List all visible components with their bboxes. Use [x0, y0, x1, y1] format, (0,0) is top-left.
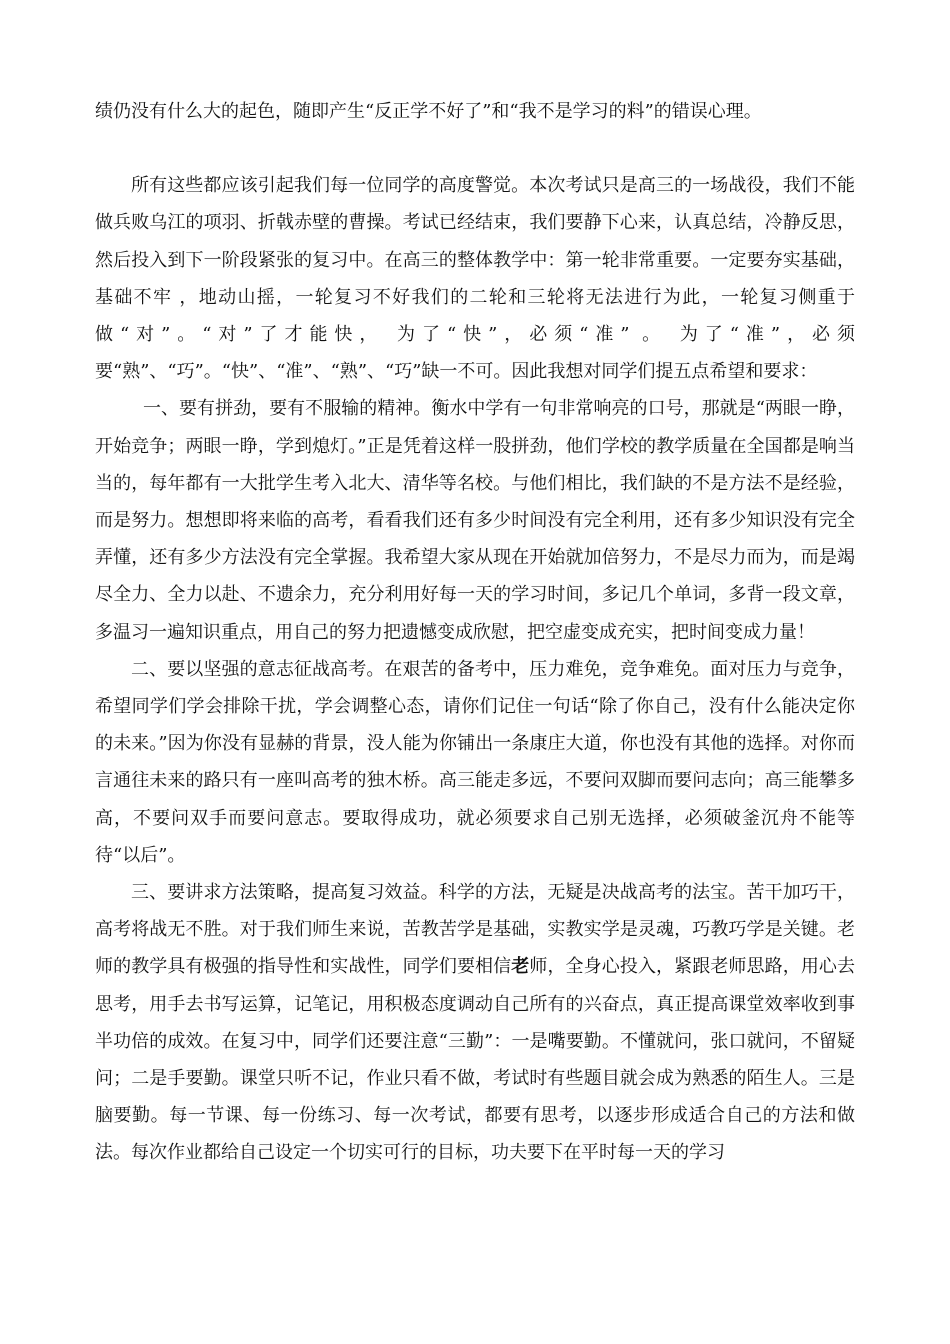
paragraph-continuation: 绩仍没有什么大的起色，随即产生“反正学不好了”和“我不是学习的料”的错误心理。	[95, 101, 762, 122]
document-body	[95, 93, 855, 1172]
paragraph-point-three-bold-char: 老	[511, 956, 530, 978]
paragraph-point-one: 一、要有拼劲，要有不服输的精神。衡水中学有一句非常响亮的口号，那就是“两眼一睁，开始竞争；两眼一睁，学到熄灯。”正是凭着这样一股拼劲，他们学校的教学质量在全国都是响当当的，每年都有一大批学生考入北大、清华等名校。与他们相比，我们缺的不是方法不是经验，而是努力。想想即将来临的高考，看看我们还有多少时间没有完全利用，还有多少知识没有完全弄懂，还有多少方法没有完全掌握。我希望大家从现在开始就加倍努力，不是尽力而为，而是竭尽全力、全力以赴、不遗余力，充分利用好每一天的学习时间，多记几个单词，多背一段文章，多温习一遍知识重点，用自己的努力把遗憾变成欣慰，把空虚变成充实，把时间变成力量！	[95, 398, 855, 643]
paragraph-point-three	[95, 874, 855, 1172]
paragraph-point-two: 二、要以坚强的意志征战高考。在艰苦的备考中，压力难免，竞争难免。面对压力与竞争，希望同学们学会排除干扰，学会调整心态，请你们记住一句话“除了你自己，没有什么能决定你的未来。”因为你没有显赫的背景，没人能为你铺出一条康庄大道，你也没有其他的选择。对你而言通往未来的路只有一座叫高考的独木桥。高三能走多远，不要问双脚而要问志向；高三能攀多高，不要问双手而要问意志。要取得成功，就必须要求自己别无选择，必须破釜沉舟不能等待“以后”。	[95, 658, 855, 866]
paragraph-point-three-part-b: 师，全身心投入，紧跟老师思路，用心去思考，用手去书写运算，记笔记，用积极态度调动自己所有的兴奋点，真正提高课堂效率收到事半功倍的成效。在复习中，同学们还要注意“三勤”：一是嘴要勤。不懂就问，张口就问，不留疑问；二是手要勤。课堂只听不记，作业只看不做，考试时有些题目就会成为熟悉的陌生人。三是脑要勤。每一节课、每一份练习、每一次考试，都要有思考，以逐步形成适合自己的方法和做法。每次作业都给自己设定一个切实可行的目标，功夫要下在平时每一天的学习	[95, 956, 856, 1164]
paragraph-point-three-part-a: 三、要讲求方法策略，提高复习效益。科学的方法，无疑是决战高考的法宝。苦干加巧干，高考将战无不胜。对于我们师生来说，苦教苦学是基础，实教实学是灵魂，巧教巧学是关键。老师的教学具有极强的指导性和实战性，同学们要相信	[95, 882, 855, 978]
paragraph-intro: 所有这些都应该引起我们每一位同学的高度警觉。本次考试只是高三的一场战役，我们不能做兵败乌江的项羽、折戟赤壁的曹操。考试已经结束，我们要静下心来，认真总结，冷静反思，然后投入到下一阶段紧张的复习中。在高三的整体教学中：第一轮非常重要。一定要夯实基础，基础不牢 ，地动山摇，一轮复习不好我们的二轮和三轮将无法进行为此，一轮复习侧重于做“对”。“对”了才能快， 为了“快”，必须“准” 。 为了“准”，必须要“熟”、“巧”。“快”、“准”、“熟”、“巧”缺一不可。因此我想对同学们提五点希望和要求：	[95, 175, 855, 383]
